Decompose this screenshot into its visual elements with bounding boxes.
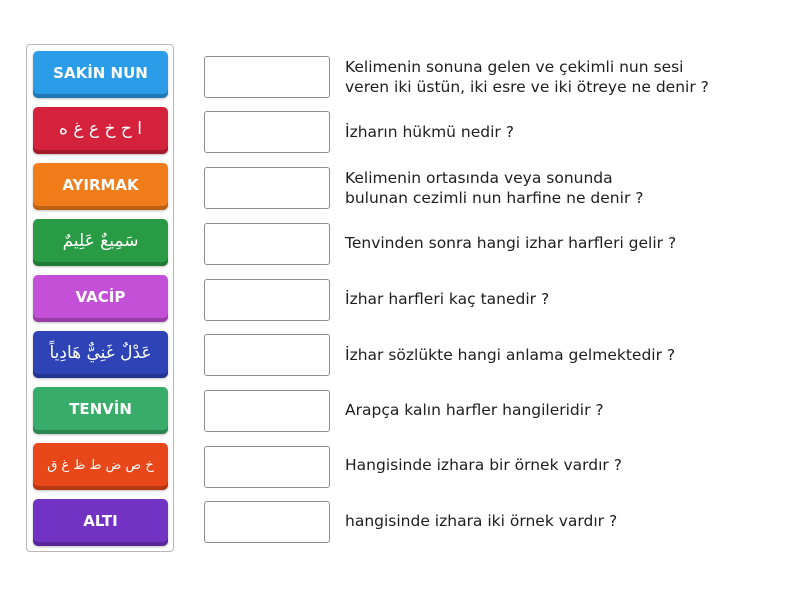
- answer-tile-thick-letters[interactable]: [33, 443, 168, 490]
- question-text: İzharın hükmü nedir ?: [345, 123, 514, 141]
- question-8: [345, 443, 785, 487]
- drop-slot-9[interactable]: [204, 501, 330, 543]
- answer-tile-ayirmak[interactable]: [33, 163, 168, 210]
- tile-label: SAKİN NUN: [53, 64, 148, 82]
- question-5: [345, 277, 785, 321]
- answer-tile-adlun-ganiyyun-hadiyen[interactable]: [33, 331, 168, 378]
- answer-tile-semiun-alim[interactable]: [33, 219, 168, 266]
- answer-tile-vacip[interactable]: [33, 275, 168, 322]
- question-text: hangisinde izhara iki örnek vardır ?: [345, 512, 618, 530]
- question-2: [345, 110, 785, 154]
- drop-slot-8[interactable]: [204, 446, 330, 488]
- answer-tile-alti[interactable]: [33, 499, 168, 546]
- answer-tile-tenvin[interactable]: [33, 387, 168, 434]
- question-3: [345, 166, 785, 210]
- question-7: [345, 388, 785, 432]
- question-text: Kelimenin ortasında veya sonunda bulunan cezimli nun harfine ne denir ?: [345, 169, 644, 207]
- tile-label: سَمِيعٌ عَلِيمٌ: [62, 231, 139, 251]
- tile-label: AYIRMAK: [62, 176, 139, 194]
- answer-tile-sakin-nun[interactable]: [33, 51, 168, 98]
- question-9: [345, 499, 785, 543]
- drop-slot-5[interactable]: [204, 279, 330, 321]
- drop-slot-1[interactable]: [204, 56, 330, 98]
- answer-tile-izhar-letters[interactable]: [33, 107, 168, 154]
- drop-slot-7[interactable]: [204, 390, 330, 432]
- question-text: Arapça kalın harfler hangileridir ?: [345, 401, 604, 419]
- drop-slot-6[interactable]: [204, 334, 330, 376]
- tile-label: عَدْلٌ غَنِيٌّ هَادِياً: [49, 343, 152, 363]
- tile-label: خ ص ض ط ظ غ ق: [47, 457, 154, 473]
- question-text: Hangisinde izhara bir örnek vardır ?: [345, 456, 622, 474]
- answer-tiles-panel: [26, 44, 174, 552]
- drop-slot-2[interactable]: [204, 111, 330, 153]
- question-1: [345, 55, 785, 99]
- tile-label: VACİP: [75, 288, 126, 306]
- question-text: İzhar harfleri kaç tanedir ?: [345, 290, 550, 308]
- question-6: [345, 333, 785, 377]
- question-text: Tenvinden sonra hangi izhar harfleri gelir ?: [345, 234, 677, 252]
- question-text: İzhar sözlükte hangi anlama gelmektedir ?: [345, 346, 676, 364]
- drop-slot-3[interactable]: [204, 167, 330, 209]
- question-text: Kelimenin sonuna gelen ve çekimli nun sesi veren iki üstün, iki esre ve iki ötreye ne denir ?: [345, 58, 709, 96]
- tile-label: ا ح خ ع غ ه: [59, 119, 142, 139]
- question-4: [345, 221, 785, 265]
- tile-label: TENVİN: [69, 400, 132, 418]
- drop-slot-4[interactable]: [204, 223, 330, 265]
- tile-label: ALTI: [83, 512, 118, 530]
